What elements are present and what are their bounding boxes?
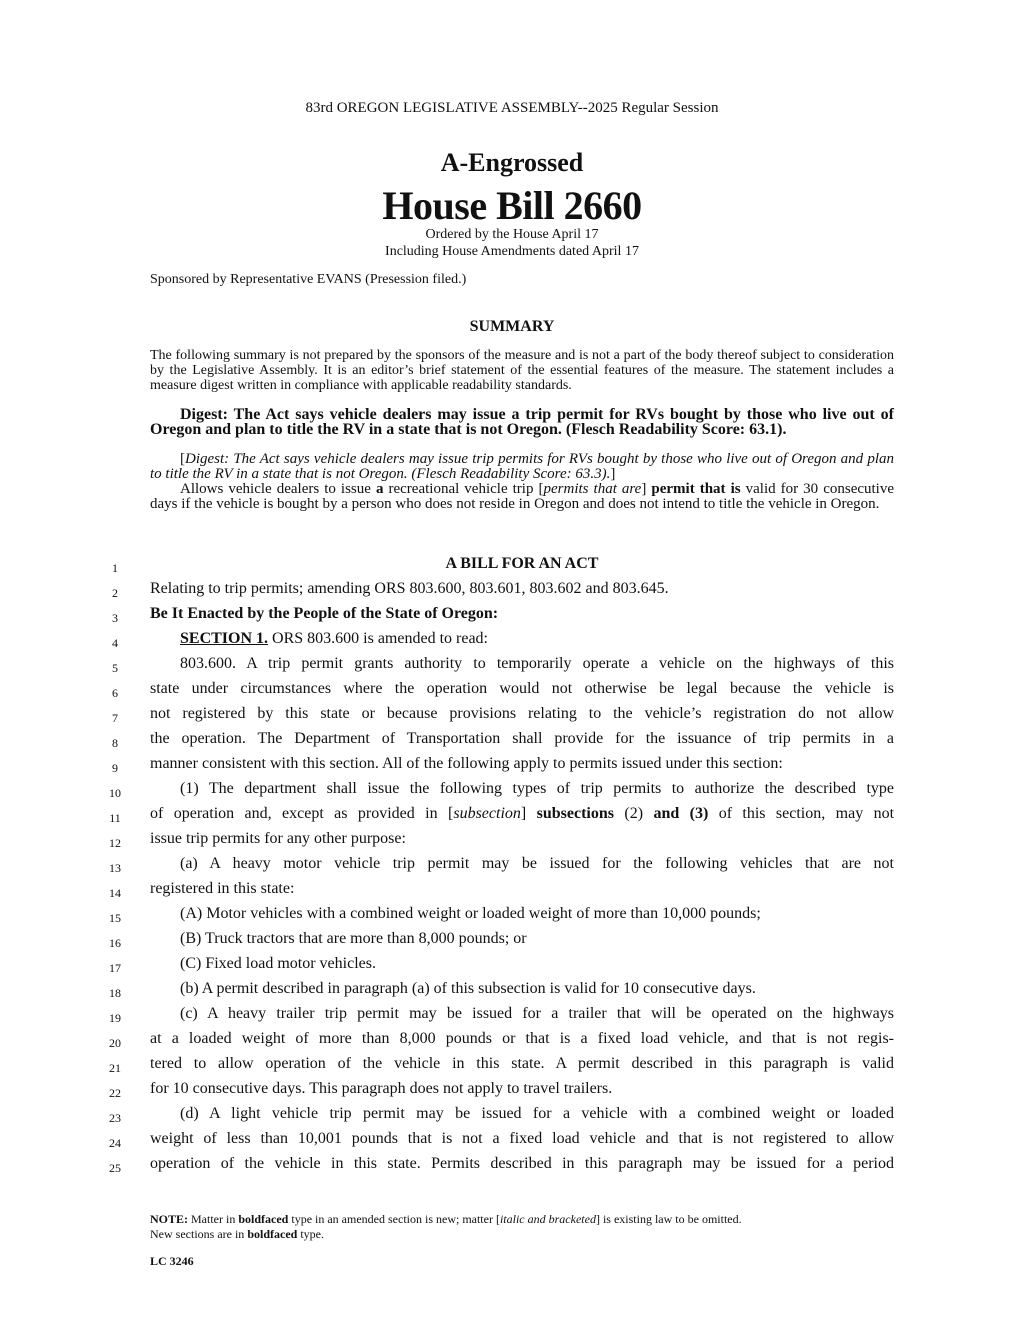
line-number: 2: [112, 586, 118, 600]
line-number: 20: [109, 1036, 121, 1050]
note-part: ] is existing law to be omitted.: [595, 1212, 742, 1226]
line-number: 25: [109, 1161, 121, 1175]
section-1-line: [150, 626, 894, 651]
line-number: 22: [109, 1086, 121, 1100]
desc-bold-a: a: [375, 481, 384, 497]
line-number: 23: [109, 1111, 121, 1125]
line-number: 17: [109, 961, 121, 975]
section-1-label: SECTION 1.: [180, 630, 269, 647]
bill-line: 803.600. A trip permit grants authority to temporarily operate a vehicle on the highways of this: [180, 655, 894, 672]
bill-line: (b) A permit described in paragraph (a) of this subsection is valid for 10 consecutive days.: [180, 980, 756, 997]
enacting-clause: Be It Enacted by the People of the State of Oregon:: [150, 605, 499, 622]
bill-line: issue trip permits for any other purpose:: [150, 830, 406, 847]
bill-line: (a) A heavy motor vehicle trip permit may be issued for the following vehicles that are not: [180, 855, 894, 872]
line-number: 18: [109, 986, 121, 1000]
line-number: 16: [109, 936, 121, 950]
desc-part: recreational vehicle trip [: [383, 481, 544, 497]
lc-number: LC 3246: [150, 1254, 194, 1268]
sponsor-line: Sponsored by Representative EVANS (Presession filed.): [150, 272, 467, 287]
session-header: 83rd OREGON LEGISLATIVE ASSEMBLY--2025 Regular Session: [305, 100, 719, 116]
bill-line: (B) Truck tractors that are more than 8,000 pounds; or: [180, 930, 527, 947]
bill-line: (1) The department shall issue the following types of trip permits to authorize the described type: [180, 780, 894, 797]
line-number: 6: [112, 686, 118, 700]
bill-line: at a loaded weight of more than 8,000 pounds or that is a fixed load vehicle, and that is not regis-: [150, 1030, 894, 1047]
bill-act-heading: A BILL FOR AN ACT: [445, 555, 599, 572]
note-line-2: [150, 1227, 742, 1242]
line-number: 10: [109, 786, 121, 800]
bill-line: operation of the vehicle in this state. Permits described in this paragraph may be issued for a period: [150, 1155, 894, 1172]
line-number: 1: [112, 561, 118, 575]
line-number: 11: [109, 811, 121, 825]
note-part: type in an amended section is new; matter [: [288, 1212, 500, 1226]
footnote: [150, 1212, 742, 1242]
note-italic: italic and bracketed: [499, 1212, 596, 1226]
line-number: 3: [112, 611, 118, 625]
note-part: type.: [297, 1227, 324, 1241]
note-part: Matter in: [188, 1212, 239, 1226]
line-number: 12: [109, 836, 121, 850]
bill-line: (d) A light vehicle trip permit may be issued for a vehicle with a combined weight or loaded: [180, 1105, 894, 1122]
digest-old: [150, 452, 894, 482]
bill-line: the operation. The Department of Transportation shall provide for the issuance of trip permits in a: [150, 730, 894, 747]
line-part: ]: [520, 805, 537, 822]
digest-old-text: Digest: The Act says vehicle dealers may issue trip permits for RVs bought by those who live out of Oregon and plan to title the RV in a state that is not Oregon. (Flesch Readability Score: 63.3).: [150, 451, 894, 482]
bill-line: manner consistent with this section. All of the following apply to permits issued under this section:: [150, 755, 783, 772]
bill-line: (A) Motor vehicles with a combined weight or loaded weight of more than 10,000 pounds;: [180, 905, 761, 922]
desc-part: valid for 30 consecutive days if the vehicle is bought by a person who does not reside in Oregon and does not intend to title the vehicle in Oregon.: [150, 481, 895, 512]
line-number: 19: [109, 1011, 121, 1025]
note-bold: boldfaced: [247, 1227, 298, 1241]
note-label: NOTE:: [150, 1212, 189, 1226]
bill-line: for 10 consecutive days. This paragraph does not apply to travel trailers.: [150, 1080, 613, 1097]
bill-line: (c) A heavy trailer trip permit may be issued for a trailer that will be operated on the highways: [180, 1005, 894, 1022]
desc-part: Allows vehicle dealers to issue: [180, 481, 376, 497]
note-bold: boldfaced: [238, 1212, 289, 1226]
desc-struck: permits that are: [543, 481, 642, 497]
bold-subsections: subsections: [536, 805, 614, 822]
bold-and-3: and (3): [653, 805, 709, 822]
summary-heading: SUMMARY: [469, 318, 555, 335]
desc-bold-permit: permit that is: [651, 481, 741, 497]
desc-part: ]: [641, 481, 652, 497]
line-number: 8: [112, 736, 118, 750]
bill-line: weight of less than 10,001 pounds that is not a fixed load vehicle and that is not registered to allow: [150, 1130, 894, 1147]
bill-line-11: [150, 801, 894, 826]
bill-line: tered to allow operation of the vehicle in this state. A permit described in this paragraph is valid: [150, 1055, 894, 1072]
line-number: 15: [109, 911, 121, 925]
bill-line: not registered by this state or because provisions relating to the vehicle’s registration do not allow: [150, 705, 894, 722]
bill-line: registered in this state:: [150, 880, 295, 897]
struck-subsection: subsection: [453, 805, 521, 822]
ordered-line: Ordered by the House April 17: [425, 227, 599, 242]
note-line-1: [150, 1212, 742, 1227]
note-part: New sections are in: [150, 1227, 248, 1241]
line-part: (2): [613, 805, 654, 822]
bill-line: state under circumstances where the operation would not otherwise be legal because the vehicle is: [150, 680, 894, 697]
line-number: 21: [109, 1061, 121, 1075]
summary-intro: The following summary is not prepared by the sponsors of the measure and is not a part of the body thereof subject to consideration by the Legislative Assembly. It is an editor’s brief statement of the essential features of the measure. The statement includes a measure digest written in compliance with applicable readability standards.: [150, 348, 894, 393]
bracket-open: [: [180, 451, 185, 467]
line-number: 24: [109, 1136, 121, 1150]
line-number: 5: [112, 661, 118, 675]
bill-line: (C) Fixed load motor vehicles.: [180, 955, 376, 972]
bill-relating-line: Relating to trip permits; amending ORS 803.600, 803.601, 803.602 and 803.645.: [150, 580, 669, 597]
line-number: 9: [112, 761, 118, 775]
section-1-text: ORS 803.600 is amended to read:: [268, 630, 488, 647]
including-line: Including House Amendments dated April 17: [385, 244, 639, 259]
bracket-close: ]: [610, 466, 616, 482]
digest-description: [150, 482, 894, 512]
line-part: of this section, may not: [708, 805, 895, 822]
line-number: 13: [109, 861, 121, 875]
line-number: 14: [109, 886, 121, 900]
digest-new: Digest: The Act says vehicle dealers may issue a trip permit for RVs bought by those who live out of Oregon and plan to title the RV in a state that is not Oregon. (Flesch Readability Score: 63.1).: [150, 406, 894, 438]
line-number: 4: [112, 636, 118, 650]
engrossed-label: A-Engrossed: [440, 148, 584, 177]
line-number: 7: [112, 711, 118, 725]
bill-title: House Bill 2660: [382, 183, 642, 228]
line-part: of operation and, except as provided in [: [150, 805, 454, 822]
